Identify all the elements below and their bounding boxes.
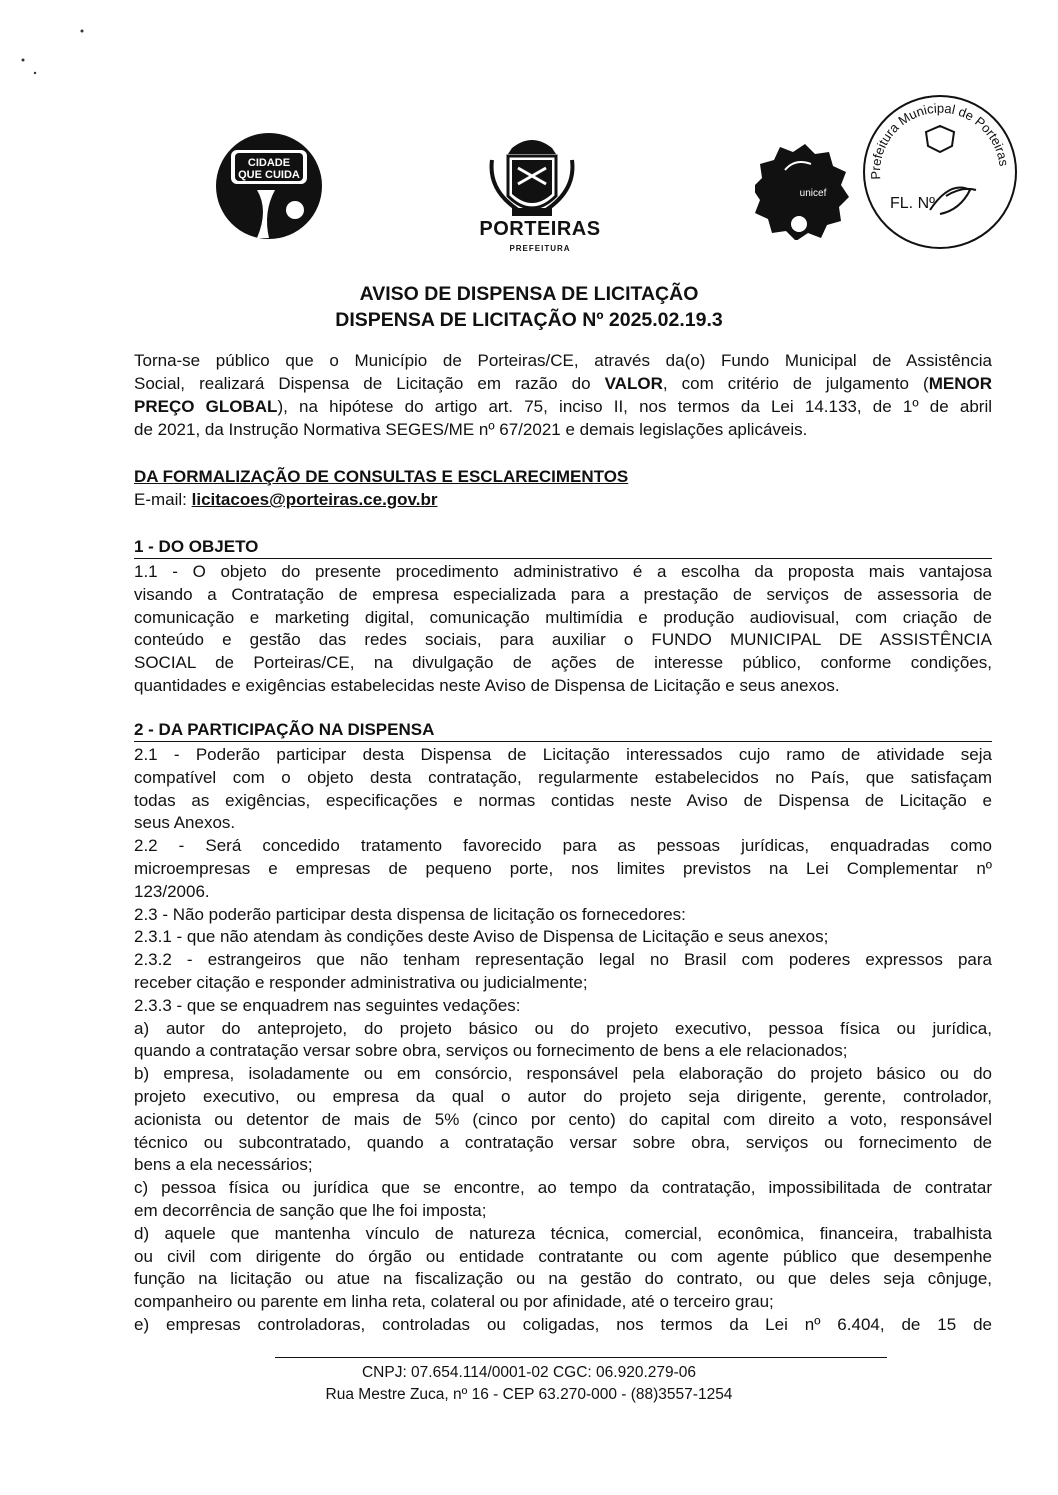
section-2-line: c) pessoa física ou jurídica que se encontre, ao tempo da contratação, impossibilitada de contratar — [134, 1178, 992, 1198]
unicef-seal-logo — [755, 140, 855, 240]
section-1-line: conteúdo e gestão das redes sociais, para auxiliar o FUNDO MUNICIPAL DE ASSISTÊNCIA — [134, 630, 992, 650]
section-2-line: 123/2006. — [134, 881, 210, 901]
section-2-line: microempresas e empresas de pequeno porte, nos limites previstos na Lei Complementar nº — [134, 859, 992, 878]
section-2-line: e) empresas controladoras, controladas ou coligadas, nos termos da Lei nº 6.404, de 15 de — [134, 1315, 992, 1334]
stamp-sheet-label: FL. Nº — [890, 195, 935, 212]
svg-text:Prefeitura Municipal de Portei: Prefeitura Municipal de Porteiras — [867, 100, 1012, 180]
section-2-line: acionista ou detentor de mais de 5% (cinco por cento) do capital com direito a voto, responsável — [134, 1109, 992, 1129]
footer-divider — [275, 1357, 887, 1358]
footer-cnpj: CNPJ: 07.654.114/0001-02 CGC: 06.920.279-06 — [361, 1364, 697, 1381]
email-link[interactable]: licitacoes@porteiras.ce.gov.br — [191, 490, 438, 509]
section-2-line: ou civil com dirigente do órgão ou entidade contratante ou com agente público que desempenhe — [134, 1246, 992, 1266]
section-2-line: a) autor do anteprojeto, do projeto básico ou do projeto executivo, pessoa física ou jurídica, — [134, 1018, 992, 1038]
section-2-line: receber citação e responder administrativa ou judicialmente; — [134, 973, 588, 992]
unicef-text: unicef — [799, 188, 827, 199]
section-2-heading: 2 - DA PARTICIPAÇÃO NA DISPENSA — [134, 719, 992, 742]
section-2-line: 2.1 - Poderão participar desta Dispensa de Licitação interessados cujo ramo de atividade seja — [134, 745, 992, 764]
municipal-stamp — [860, 92, 1020, 252]
section-2-line: 2.2 - Será concedido tratamento favorecido para as pessoas jurídicas, enquadradas como — [134, 836, 992, 856]
email-line — [134, 489, 992, 512]
section-1-line: 1.1 - O objeto do presente procedimento administrativo é a escolha da proposta mais vantajosa — [134, 562, 992, 581]
intro-line-1: Torna-se público que o Município de Porteiras/CE, através da(o) Fundo Municipal de Assistência — [134, 351, 992, 370]
document-subtitle: DISPENSA DE LICITAÇÃO Nº 2025.02.19.3 — [335, 309, 723, 331]
section-2-line: companheiro ou parente em linha reta, colateral ou por afinidade, até o terceiro grau; — [134, 1292, 774, 1312]
section-2-line: bens a ela necessários; — [134, 1155, 313, 1175]
section-2-line: em decorrência de sanção que lhe foi imposta; — [134, 1201, 487, 1220]
intro-bold-valor: VALOR — [604, 374, 663, 393]
section-2-line: quando a contratação versar sobre obra, serviços ou fornecimento de bens a ele relacionados; — [134, 1041, 848, 1061]
svg-text:QUE CUIDA: QUE CUIDA — [238, 169, 300, 181]
scan-specks — [20, 25, 90, 85]
cidade-que-cuida-logo — [213, 130, 325, 242]
intro-line-2 — [134, 373, 992, 396]
section-2-line: função na licitação ou atue na fiscalização ou na gestão do contrato, ou que deles seja cônjuge, — [134, 1269, 992, 1289]
section-1-heading: 1 - DO OBJETO — [134, 536, 992, 559]
email-label: E-mail: — [134, 490, 192, 509]
section-2-line: 2.3.2 - estrangeiros que não tenham representação legal no Brasil com poderes expressos para — [134, 950, 992, 970]
intro-text: Social, realizará Dispensa de Licitação em razão do — [134, 374, 605, 393]
section-2-line: b) empresa, isoladamente ou em consórcio, responsável pela elaboração do projeto básico ou do — [134, 1064, 992, 1084]
intro-bold-menor: MENOR — [928, 374, 993, 393]
document-title: AVISO DE DISPENSA DE LICITAÇÃO — [359, 283, 699, 305]
section-2-line: técnico ou subcontratado, quando a contratação versar sobre obra, serviços ou fornecimento de — [134, 1132, 992, 1152]
section-1-line: quantidades e exigências estabelecidas neste Aviso de Dispensa de Licitação e seus anexos. — [134, 676, 840, 695]
section-2-line: 2.3.3 - que se enquadrem nas seguintes vedações: — [134, 995, 521, 1015]
intro-text: ), na hipótese do artigo art. 75, inciso II, nos termos da Lei 14.133, de 1º de abril — [277, 397, 993, 416]
intro-line-3 — [134, 396, 992, 419]
section-2-line: compatível com o objeto desta contratação, regularmente estabelecidos no País, que satisfaçam — [134, 767, 992, 787]
section-1-line: comunicação e marketing digital, comunicação multimídia e produção audiovisual, com criação de — [134, 607, 992, 627]
section-2-line: 2.3 - Não poderão participar desta dispensa de licitação os fornecedores: — [134, 904, 686, 924]
intro-bold-preco-global: PREÇO GLOBAL — [134, 397, 278, 416]
footer-address: Rua Mestre Zuca, nº 16 - CEP 63.270-000 - (88)3557-1254 — [325, 1386, 733, 1403]
svg-text:CIDADE: CIDADE — [247, 157, 291, 169]
section-1-line: SOCIAL de Porteiras/CE, na divulgação de ações de interesse público, conforme condições, — [134, 653, 992, 673]
brand-name: PORTEIRAS — [479, 218, 601, 240]
section-2-line: seus Anexos. — [134, 813, 236, 833]
porteiras-coat-of-arms-logo — [482, 130, 582, 230]
section-2-line: projeto executivo, ou empresa da qual o autor do projeto seja dirigente, gerente, controlador, — [134, 1087, 992, 1106]
brand-subtitle: PREFEITURA — [509, 244, 571, 253]
section-2-line: d) aquele que mantenha vínculo de natureza técnica, comercial, econômica, financeira, trabalhista — [134, 1223, 992, 1243]
intro-text: , com critério de julgamento ( — [662, 374, 929, 393]
intro-line-4: de 2021, da Instrução Normativa SEGES/ME nº 67/2021 e demais legislações aplicáveis. — [134, 420, 808, 439]
section-2-line: todas as exigências, especificações e normas contidas neste Aviso de Dispensa de Licitação e — [134, 790, 992, 810]
section-1-line: visando a Contratação de empresa especializada para a prestação de serviços de assessoria de — [134, 584, 992, 604]
section-2-line: 2.3.1 - que não atendam às condições deste Aviso de Dispensa de Licitação e seus anexos; — [134, 927, 829, 947]
consultas-heading: DA FORMALIZAÇÃO DE CONSULTAS E ESCLARECIMENTOS — [134, 467, 629, 486]
